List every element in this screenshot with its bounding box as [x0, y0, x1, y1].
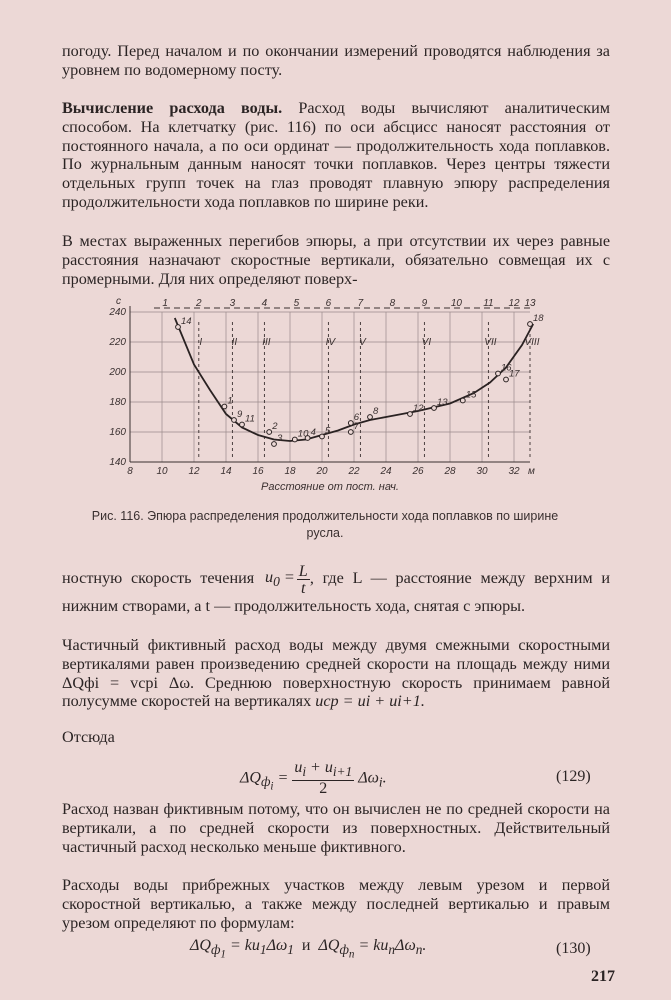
- x-tick-label: 20: [316, 466, 328, 477]
- float-point: [504, 377, 509, 382]
- vertical-roman-label: II: [231, 337, 238, 348]
- float-point-label: 9: [237, 409, 243, 420]
- formula-129: $\Delta Q_{ф_i}$ = $\frac{u_i + u_{i+1}}{2}$ $\Delta\omega_i$.: [240, 759, 387, 798]
- formula-u0-fraction: $\frac{L}{t}$: [298, 562, 308, 597]
- y-tick-label: 140: [109, 457, 126, 468]
- float-point: [292, 437, 297, 442]
- section-number-label: 10: [450, 298, 462, 309]
- figure-116-chart: [100, 290, 552, 500]
- x-tick-label: 10: [156, 466, 168, 477]
- float-point: [432, 406, 437, 411]
- float-point-label: 11: [245, 413, 255, 425]
- float-point-label: 2: [272, 421, 278, 432]
- section-number-label: 2: [196, 298, 202, 309]
- x-tick-label: 26: [412, 466, 424, 477]
- x-tick-label: 24: [380, 466, 392, 477]
- formula-ucp: uср = ui + ui+1.: [315, 692, 425, 711]
- float-point-label: 13: [437, 397, 448, 408]
- paragraph-bank-discharge: Расходы воды прибрежных участков между левым урезом и первой скоростной вертикалью, а также между последней вертикалью и правым урезом определяют по формулам:: [62, 876, 610, 932]
- y-tick-label: 240: [109, 307, 126, 318]
- x-tick-label: 14: [220, 466, 232, 477]
- vertical-roman-label: VII: [484, 337, 497, 348]
- vertical-roman-label: III: [262, 337, 271, 348]
- float-point-label: 16: [501, 362, 512, 374]
- fictive-discharge-text: Частичный фиктивный расход воды между двумя смежными скоростными вертикалями равен произведению средней скорости на площадь между ними ΔQфi = vсрi Δω. Среднюю поверхностную скорость принимаем равной полусумме скоростей на вертикалях: [62, 636, 610, 711]
- x-tick-label: 16: [252, 466, 264, 477]
- float-point-label: 3: [277, 433, 283, 444]
- float-point-label: 1: [227, 395, 233, 407]
- figure-caption: Рис. 116. Эпюра распределения продолжительности хода поплавков по ширине русла.: [91, 509, 559, 540]
- section-number-label: 9: [421, 298, 428, 309]
- float-point-label: 12: [413, 403, 424, 414]
- formula-u0: $u_0$ =: [264, 567, 295, 590]
- velocity-text-tail: , где L — расстояние между верхним и нижним створами, а t — продолжительность хода, снятая с эпюры.: [62, 569, 611, 615]
- paragraph-intro: погоду. Перед началом и по окончании измерений проводятся наблюдения за уровнем по водомерному посту.: [62, 42, 610, 79]
- float-point: [240, 422, 245, 427]
- float-point: [460, 398, 465, 403]
- x-tick-label: 12: [188, 466, 200, 477]
- float-point: [272, 442, 277, 447]
- float-point: [176, 325, 181, 330]
- float-point-label: 18: [533, 313, 544, 324]
- y-tick-label: 200: [109, 367, 126, 378]
- x-tick-label: 32: [508, 466, 520, 477]
- equation-number-130: (130): [556, 940, 591, 957]
- section-number-label: 1: [162, 298, 168, 309]
- vertical-roman-label: V: [359, 337, 366, 348]
- float-point-label: 10: [297, 428, 309, 440]
- x-tick-label: 22: [348, 466, 360, 477]
- x-tick-label: 28: [444, 466, 456, 477]
- section-number-label: 13: [524, 298, 536, 309]
- float-point: [232, 418, 237, 423]
- section-number-label: 12: [508, 298, 520, 309]
- paragraph-surface-velocity: [62, 563, 610, 617]
- section-number-label: 8: [389, 298, 396, 309]
- float-point-label: 4: [310, 427, 316, 438]
- vertical-roman-label: IV: [325, 337, 336, 348]
- float-point-label: 5: [325, 425, 331, 437]
- section-number-label: 5: [293, 298, 300, 309]
- vertical-roman-label: I: [199, 337, 203, 348]
- y-tick-label: 220: [109, 337, 126, 348]
- x-tick-label: 8: [127, 466, 133, 477]
- page-number: 217: [591, 968, 615, 985]
- float-point: [528, 322, 533, 327]
- paragraph-fictive-reason: Расход назван фиктивным потому, что он вычислен не по средней скорости на вертикали, а по средней скорости из поверхностных. Действительный частичный расход несколько меньше фиктивного.: [62, 800, 610, 856]
- float-point: [408, 412, 413, 417]
- paragraph-fictive-discharge: [62, 636, 610, 711]
- y-tick-label: 180: [109, 397, 126, 408]
- y-axis-label: с: [116, 296, 121, 307]
- float-point: [222, 404, 227, 409]
- float-point-label: 15: [465, 389, 477, 401]
- float-point-label: 14: [181, 316, 192, 327]
- float-point: [348, 430, 353, 435]
- x-tick-label: 30: [476, 466, 488, 477]
- paragraph-verticals: В местах выраженных перегибов эпюры, а при отсутствии их через равные расстояния назначают скоростные вертикали, обязательно совмещая их с промерными. Для них определяют поверх-: [62, 232, 610, 288]
- float-point-label: 6: [353, 412, 360, 423]
- paragraph-hence: Отсюда: [62, 728, 115, 746]
- paragraph-calculation: [62, 99, 610, 212]
- vertical-roman-label: VI: [421, 337, 432, 348]
- float-point: [348, 421, 353, 426]
- float-point-label: 17: [509, 368, 520, 380]
- float-point: [320, 434, 325, 439]
- float-point: [267, 430, 272, 435]
- section-heading: Вычисление расхода воды.: [62, 99, 283, 117]
- y-tick-label: 160: [109, 427, 126, 438]
- float-point: [368, 415, 373, 420]
- section-number-label: 6: [325, 298, 332, 309]
- vertical-roman-label: VIII: [524, 337, 540, 348]
- float-point-label: 7: [353, 421, 360, 432]
- float-point-label: 8: [373, 406, 379, 417]
- section-number-label: 11: [483, 298, 494, 309]
- paragraph-calculation-text: Расход воды вычисляют аналитическим способом. На клетчатку (рис. 116) по оси абсцисс наносят расстояния от постоянного начала, а по оси ординат — продолжительность хода поплавков. По журнальным данным наносят точки поплавков. Через центры тяжести отдельных групп точек на глаз проводят плавную эпюру распределения продолжительности хода поплавков по ширине реки.: [62, 99, 610, 211]
- section-number-label: 3: [229, 298, 236, 309]
- velocity-text-lead: ностную скорость течения: [62, 569, 255, 588]
- x-tick-label: 18: [284, 466, 296, 477]
- formula-130: $\Delta Q_{ф_1} = ku_1\Delta\omega_1$ и $\Delta Q_{ф_n} = ku_n\Delta\omega_n$.: [190, 937, 427, 961]
- equation-number-129: (129): [556, 768, 591, 785]
- section-number-label: 4: [261, 298, 268, 309]
- section-number-label: 7: [357, 298, 364, 309]
- float-point: [496, 371, 501, 376]
- x-axis-label: Расстояние от пост. нач.: [261, 481, 399, 493]
- x-unit-label: м: [528, 466, 535, 477]
